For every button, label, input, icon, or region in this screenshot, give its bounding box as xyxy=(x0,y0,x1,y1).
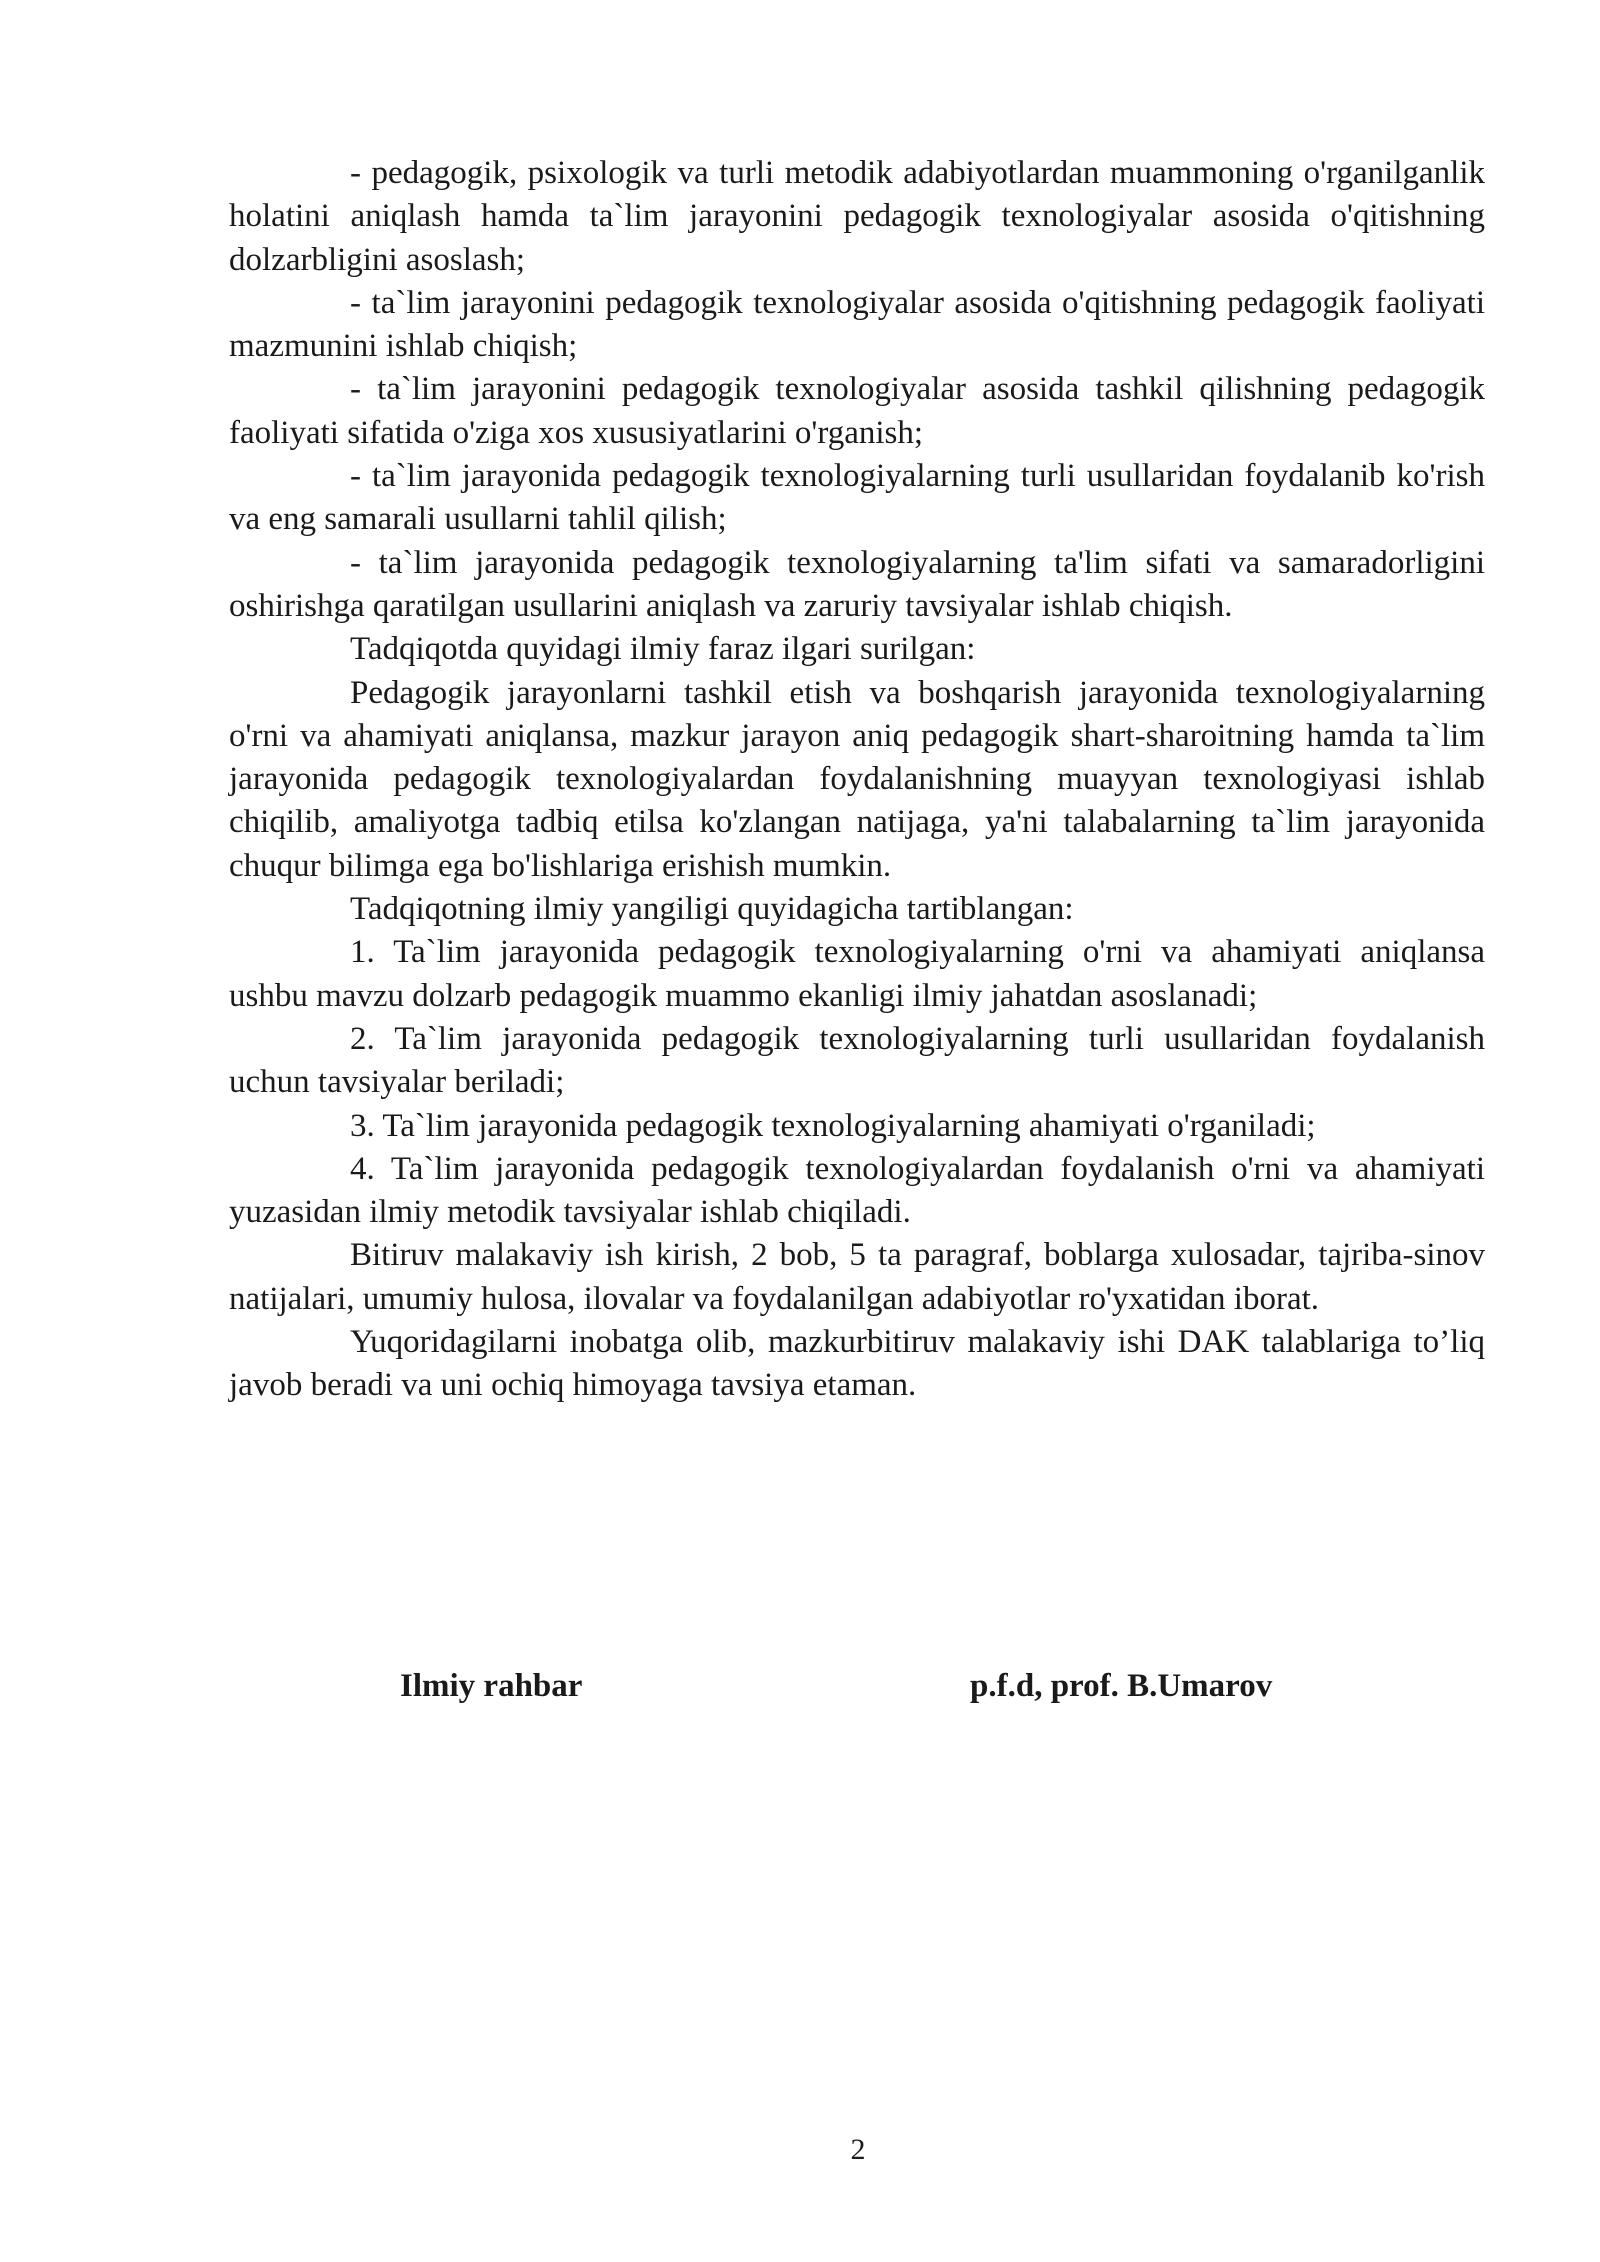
paragraph-structure: Bitiruv malakaviy ish kirish, 2 bob, 5 ta paragraf, boblarga xulosadar, tajriba-sinov natijalari, umumiy hulosa, ilovalar va foydalanilgan adabiyotlar ro'yxatidan iborat. xyxy=(229,1237,1485,1317)
signature-name: p.f.d, prof. B.Umarov xyxy=(970,1668,1273,1704)
paragraph-novelty-item-4: 4. Ta`lim jarayonida pedagogik texnologiyalardan foydalanish o'rni va ahamiyati yuzasidan ilmiy metodik tavsiyalar ishlab chiqiladi. xyxy=(229,1150,1485,1231)
body-text xyxy=(229,152,1485,1408)
paragraph-task-literature-review: - pedagogik, psixologik va turli metodik adabiyotlardan muammoning o'rganilganlik holatini aniqlash hamda ta`lim jarayonini pedagogik texnologiyalar asosida o'qitishning dolzarbligini asoslash; xyxy=(229,155,1485,278)
page-number: 2 xyxy=(850,2133,866,2166)
paragraph-hypothesis-intro: Tadqiqotda quyidagi ilmiy faraz ilgari surilgan: xyxy=(350,631,976,668)
paragraph-novelty-item-3: 3. Ta`lim jarayonida pedagogik texnologiyalarning ahamiyati o'rganiladi; xyxy=(350,1107,1316,1144)
paragraph-conclusion: Yuqoridagilarni inobatga olib, mazkurbitiruv malakaviy ishi DAK talablariga to’liq javob beradi va uni ochiq himoyaga tavsiya etaman. xyxy=(229,1324,1485,1404)
signature-row xyxy=(0,1668,1600,1718)
paragraph-task-recommendations: - ta`lim jarayonida pedagogik texnologiyalarning ta'lim sifati va samaradorligini oshirishga qaratilgan usullarini aniqlash va zaruriy tavsiyalar ishlab chiqish. xyxy=(229,544,1485,624)
paragraph-novelty-item-2: 2. Ta`lim jarayonida pedagogik texnologiyalarning turli usullaridan foydalanish uchun tavsiyalar beriladi; xyxy=(229,1020,1485,1101)
paragraph-task-features-study: - ta`lim jarayonini pedagogik texnologiyalar asosida tashkil qilishning pedagogik faoliyati sifatida o'ziga xos xususiyatlarini o'rganish; xyxy=(229,371,1485,451)
paragraph-novelty-intro: Tadqiqotning ilmiy yangiligi quyidagicha tartiblangan: xyxy=(350,891,1074,928)
signature-role: Ilmiy rahbar xyxy=(400,1668,583,1704)
paragraph-hypothesis: Pedagogik jarayonlarni tashkil etish va boshqarish jarayonida texnologiyalarning o'rni va ahamiyati aniqlansa, mazkur jarayon aniq pedagogik shart-sharoitning hamda ta`lim jarayonida pedagogik texnologiyalardan foydalanishning muayyan texnologiyasi ishlab chiqilib, amaliyotga tadbiq etilsa ko'zlangan natijaga, ya'ni talabalarning ta`lim jarayonida chuqur bilimga ega bo'lishlariga erishish mumkin. xyxy=(229,674,1485,884)
paragraph-novelty-item-1: 1. Ta`lim jarayonida pedagogik texnologiyalarning o'rni va ahamiyati aniqlansa ushbu mavzu dolzarb pedagogik muammo ekanligi ilmiy jahatdan asoslanadi; xyxy=(229,934,1485,1014)
paragraph-task-methods-analysis: - ta`lim jarayonida pedagogik texnologiyalarning turli usullaridan foydalanib ko'rish va eng samarali usullarni tahlil qilish; xyxy=(229,458,1485,538)
paragraph-task-content-development: - ta`lim jarayonini pedagogik texnologiyalar asosida o'qitishning pedagogik faoliyati mazmunini ishlab chiqish; xyxy=(229,284,1485,365)
